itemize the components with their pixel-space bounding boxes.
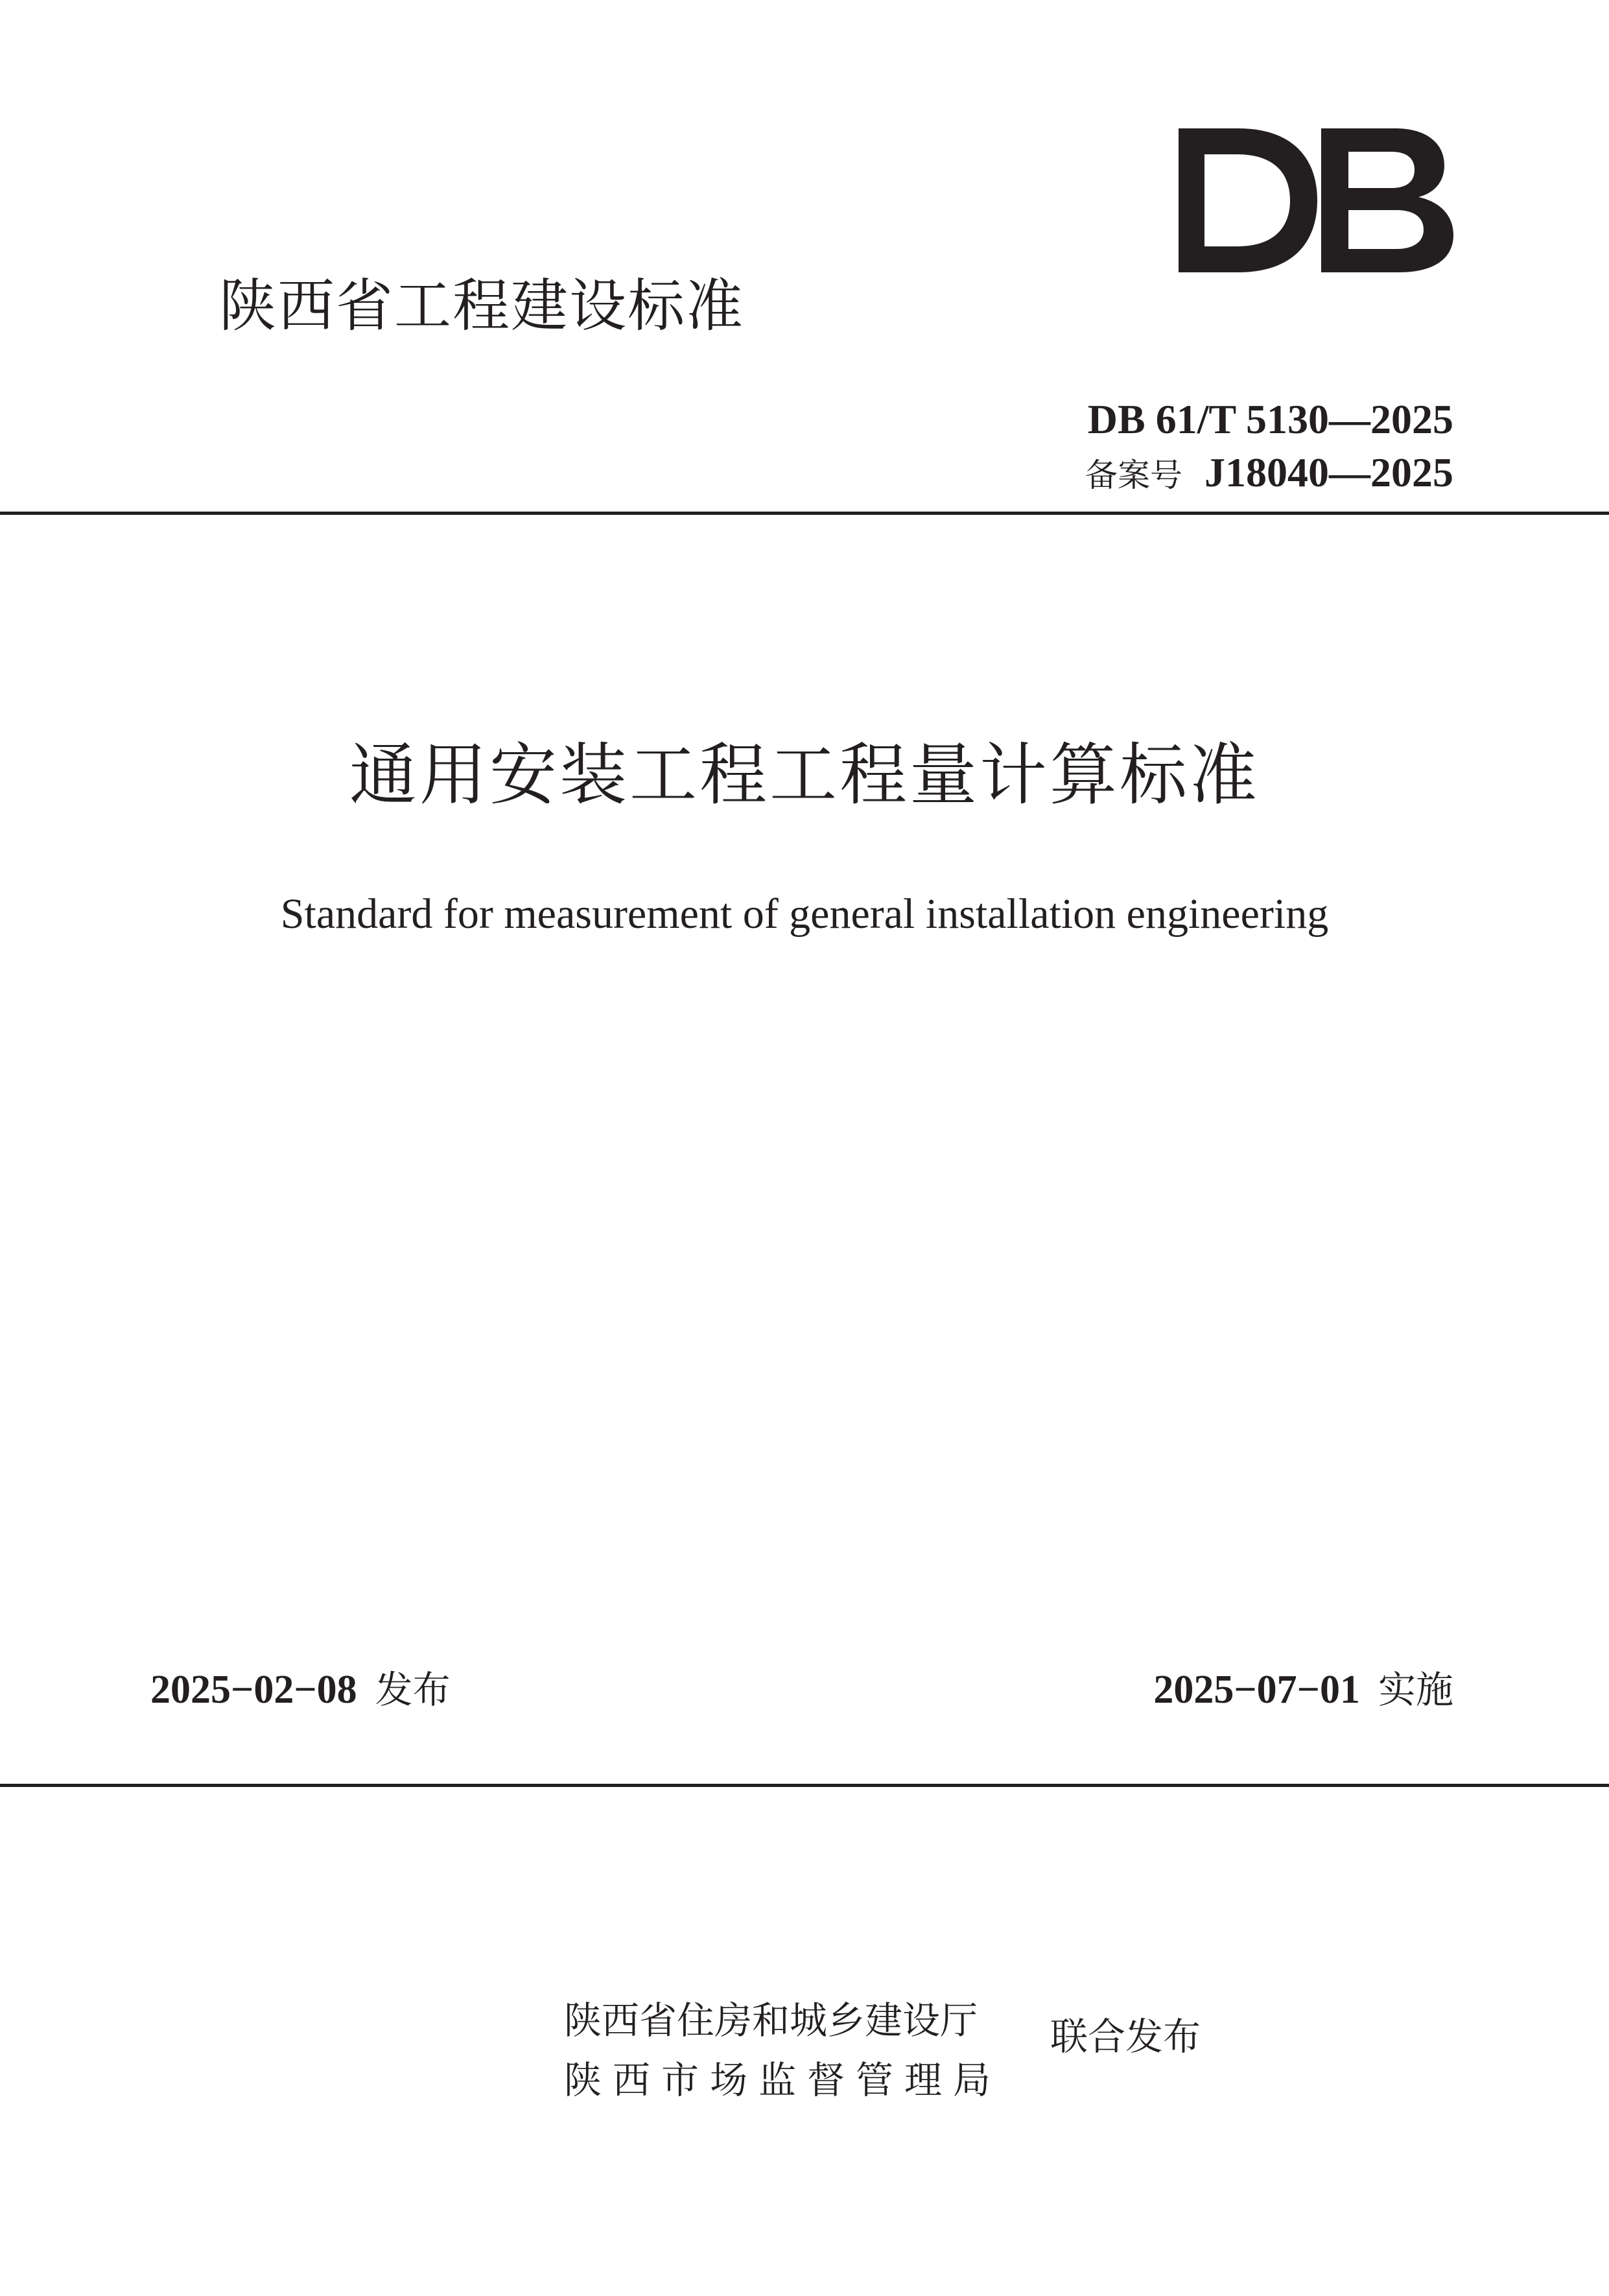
title-english: Standard for measurement of general installation engineering	[280, 890, 1329, 938]
record-label: 备案号	[1085, 456, 1182, 494]
top-divider	[0, 512, 1609, 515]
effective-label: 实施	[1378, 1668, 1453, 1712]
db-logo	[1179, 128, 1453, 272]
issue-date-line	[150, 1670, 451, 1710]
issue-date: 2025−02−08	[150, 1668, 357, 1712]
bottom-divider	[0, 1784, 1609, 1787]
publisher-list	[564, 1991, 1002, 2110]
record-number: J18040—2025	[1204, 449, 1453, 495]
publisher-1: 陕西省住房和城乡建设厅	[564, 1998, 978, 2042]
publisher-2: 陕西市场监督管理局	[564, 2058, 1002, 2102]
effective-date: 2025−07−01	[1153, 1668, 1360, 1712]
joint-release-label: 联合发布	[1050, 2015, 1201, 2059]
standard-category: 陕西省工程建设标准	[219, 272, 745, 339]
title-chinese: 通用安装工程工程量计算标准	[349, 735, 1260, 814]
effective-date-line	[1153, 1670, 1453, 1710]
record-line	[1085, 449, 1453, 495]
standard-code: DB 61/T 5130—2025	[1087, 396, 1453, 442]
issue-label: 发布	[375, 1668, 451, 1712]
